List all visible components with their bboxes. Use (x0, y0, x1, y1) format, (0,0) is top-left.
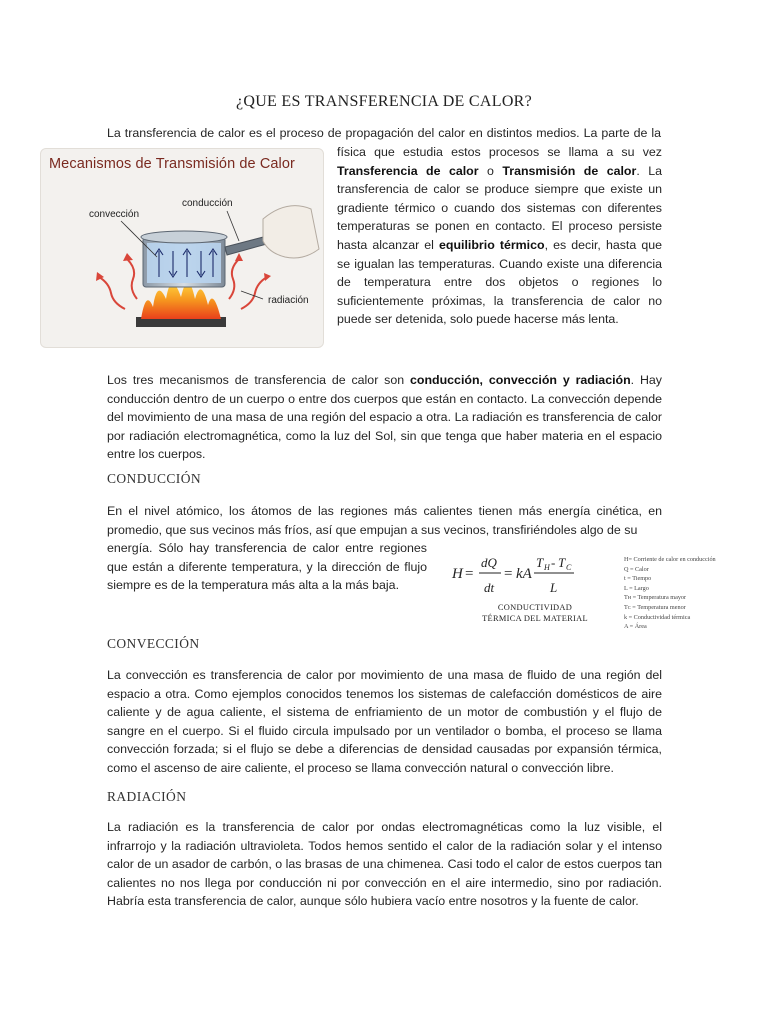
legend-item: Tʜ = Temperatura mayor (624, 594, 687, 602)
svg-text:dQ: dQ (481, 555, 497, 570)
heading-conveccion: CONVECCIÓN (107, 636, 200, 651)
mechanisms-text-1: Los tres mecanismos de transferencia de calor son (107, 373, 410, 387)
formula-caption (470, 602, 600, 624)
legend-item: L = Largo (624, 584, 649, 592)
formula-svg (450, 550, 615, 600)
radiacion-paragraph: La radiación es la transferencia de calor por ondas electromagnéticas como la luz visible, el infrarrojo y la radiación ultravioleta. Todos hemos sentido el calor de la radiación solar y el intenso calor de un asador de carbón, o las brasas de una chimenea. Casi todo el calor de estos cuerpos tan calientes no nos llega por conducción ni por convección en el aire intermedio, sino por radiación. Habría esta transferencia de calor, aunque sólo hubiera vacío entre nosotros y la fuente de calor. (107, 820, 662, 909)
svg-text:kA: kA (516, 566, 532, 582)
svg-text:C: C (566, 563, 572, 572)
svg-text:dt: dt (484, 580, 495, 595)
term-equilibrio: equilibrio térmico (439, 237, 545, 252)
intro-right-column (337, 143, 662, 329)
mechanisms-text-2: . Hay conducción dentro de un cuerpo o entre dos cuerpos que están en contacto. La convección depende del movimiento de una masa de una región del espacio a otra. La radiación es transferencia de calor por radiación electromagnética, como la luz del Sol, sin que tenga que haber materia en el espacio entre los cuerpos. (107, 373, 662, 462)
heat-transfer-figure (40, 148, 324, 348)
svg-text:=: = (465, 566, 474, 582)
mechanisms-paragraph (107, 371, 662, 464)
conduccion-paragraph-narrow: energía. Sólo hay transferencia de calor entre regiones que están a diferente temperatura, y la dirección de flujo siempre es de la temperatura más alta a la más baja. (107, 541, 427, 593)
conveccion-paragraph: La convección es transferencia de calor por movimiento de una masa de fluido de una región del espacio a otra. Como ejemplos conocidos tenemos los sistemas de calefacción domésticos de aire caliente y de agua caliente, el sistema de enfriamiento de un motor de combustión y el flujo de sangre en el cuerpo. Si el fluido circula impulsado por un ventilador o bomba, el proceso se llama convección forzada; si el flujo se debe a diferencias de densidad causadas por expansión térmica, como el ascenso de aire caliente, el proceso se llama convección natural o convección libre. (107, 668, 662, 775)
figure-title: Mecanismos de Transmisión de Calor (49, 156, 295, 172)
svg-text:H: H (452, 566, 463, 582)
legend-item: A = Área (624, 623, 647, 631)
formula-legend (624, 555, 764, 632)
label-conduccion: conducción (182, 198, 233, 209)
svg-text:L: L (550, 580, 558, 595)
mechanisms-bold: conducción, convección y radiación (410, 373, 631, 387)
svg-text:T: T (558, 555, 566, 570)
flame (141, 282, 221, 319)
term-transmision: Transmisión de calor (502, 163, 637, 178)
pot-water (147, 243, 221, 283)
intro-text-4: . La transferencia de calor se produce siempre que existe un gradiente térmico o cuando dos sistemas con diferentes temperaturas se ponen en contacto. El proceso persiste hasta alcanzar el (337, 163, 663, 252)
intro-text-1: física que estudia estos procesos se llama a su (337, 145, 635, 159)
svg-text:H: H (544, 563, 550, 572)
svg-text:T: T (536, 555, 544, 570)
caption-line-2: TÉRMICA DEL MATERIAL (482, 614, 588, 623)
caption-line-1: CONDUCTIVIDAD (497, 603, 573, 612)
term-transferencia: Transferencia de calor (337, 163, 479, 178)
legend-item: Q = Calor (624, 565, 649, 573)
page-title: ¿QUE ES TRANSFERENCIA DE CALOR? (235, 93, 533, 110)
intro-text-2: vez (642, 145, 662, 159)
pot-fire-illustration (41, 149, 323, 347)
label-conveccion: convección (89, 209, 140, 220)
svg-text:-: - (551, 555, 556, 570)
conduccion-paragraph-full: En el nivel atómico, los átomos de las regiones más calientes tienen más energía cinética, en promedio, que sus vecinos más fríos, así que empujan a sus vecinos, transfiriéndoles algo de su (107, 504, 662, 537)
svg-text:=: = (504, 566, 513, 582)
legend-item: k = Conductividad térmica (624, 613, 691, 621)
legend-item: Tᴄ = Temperatura menor (624, 603, 686, 611)
legend-item: t = Tiempo (624, 575, 652, 583)
intro-text-3: o (478, 163, 503, 178)
hand-glove (263, 206, 319, 258)
heading-radiacion: RADIACIÓN (107, 789, 187, 804)
intro-first-line: La transferencia de calor es el proceso de propagación del calor en distintos medios. La parte de la (107, 126, 661, 140)
legend-item: H= Corriente de calor en conducción (624, 556, 716, 563)
intro-text-5: , es decir, hasta que se igualan las temperaturas. Cuando existe una diferencia de temperatura entre dos objetos o regiones lo suficientemente próximas, la transferencia de calor no puede ser detenida, solo puede hacerse más lenta. (337, 237, 662, 327)
heading-conduccion: CONDUCCIÓN (107, 471, 202, 486)
label-radiacion: radiación (268, 295, 309, 306)
